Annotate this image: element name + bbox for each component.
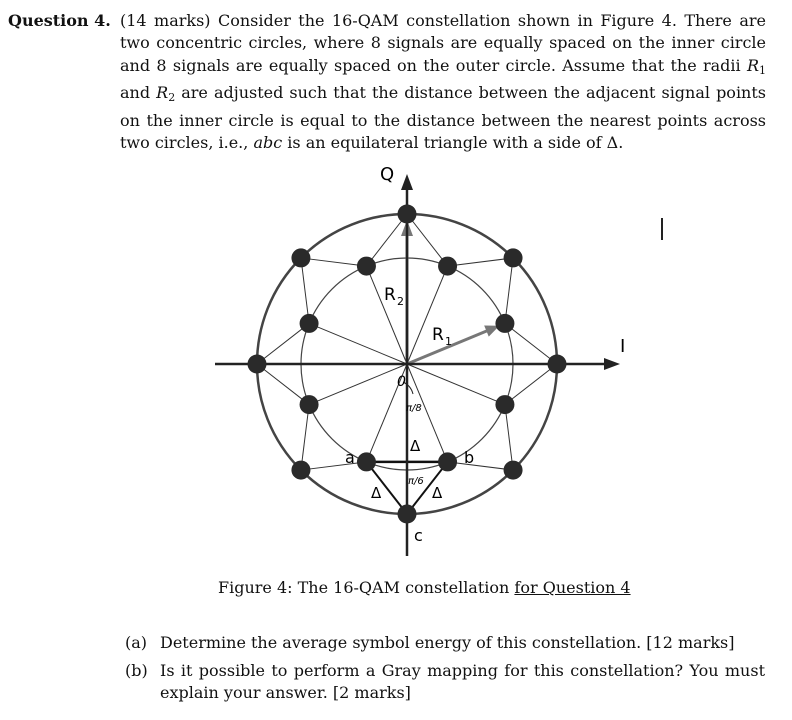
cross-line <box>301 405 309 471</box>
question-marks: (14 marks) <box>120 11 211 30</box>
part-a <box>125 632 765 654</box>
outer-signal-point <box>398 505 417 524</box>
outer-signal-point <box>291 248 310 267</box>
question-4 <box>8 10 766 154</box>
part-b <box>125 660 765 704</box>
q-axis-label: Q <box>380 164 395 185</box>
point-c-label: c <box>414 526 423 545</box>
outer-signal-point <box>548 355 567 374</box>
outer-signal-point <box>504 461 523 480</box>
r2-symbol: R <box>156 83 169 103</box>
cross-line <box>448 462 514 470</box>
delta-right-label: Δ <box>432 484 443 502</box>
cross-line <box>505 258 513 324</box>
text-cursor <box>661 218 663 240</box>
point-a-label: a <box>345 448 355 467</box>
part-b-text: Is it possible to perform a Gray mapping for this constellation? You must explain your answer. [2 marks] <box>160 661 765 702</box>
inner-signal-point <box>438 257 457 276</box>
r2-subscript: 2 <box>168 91 176 105</box>
constellation-figure <box>200 160 640 570</box>
question-text <box>120 10 766 154</box>
inner-signal-point <box>357 257 376 276</box>
caption-underlined: for Question 4 <box>514 578 631 597</box>
question-text-part2: are adjusted such that the distance between the adjacent signal points on the inner circle is equal to the distance between the nearest points across two circles, i.e., <box>120 83 766 153</box>
part-a-text: Determine the average symbol energy of this constellation. [12 marks] <box>160 633 735 652</box>
cross-line <box>301 258 309 324</box>
r1-symbol: R <box>746 55 759 75</box>
r2-label: R <box>384 285 396 305</box>
inner-signal-point <box>495 314 514 333</box>
r1-subscript: 1 <box>759 63 766 77</box>
part-b-label: (b) <box>125 661 148 680</box>
cross-line <box>448 258 514 266</box>
question-parts <box>125 632 765 710</box>
part-a-label: (a) <box>125 633 148 652</box>
inner-signal-point <box>357 452 376 471</box>
r1-label: R <box>432 325 444 345</box>
delta-top-label: Δ <box>410 437 421 455</box>
q-axis-arrow-icon <box>401 174 413 190</box>
inner-signal-point <box>300 395 319 414</box>
inner-signal-point <box>438 452 457 471</box>
pi-over-6-label: π/6 <box>408 476 424 487</box>
r2-label-subscript: 2 <box>397 295 404 308</box>
i-axis-arrow-icon <box>604 358 620 370</box>
inner-signal-point <box>300 314 319 333</box>
r1-label-subscript: 1 <box>445 335 452 348</box>
cross-line <box>301 462 367 470</box>
caption-prefix: Figure 4: The 16-QAM constellation <box>218 578 515 597</box>
question-text-part1: Consider the 16-QAM constellation shown in Figure 4. There are two concentric circles, where 8 signals are equally spaced on the inner circle and 8 signals are equally spaced on the outer circle. Assume that the radii <box>120 11 766 75</box>
cross-line <box>505 405 513 471</box>
delta-left-label: Δ <box>371 484 382 502</box>
pi-over-8-label: π/8 <box>406 403 422 414</box>
outer-signal-point <box>504 248 523 267</box>
theta-label: 0 <box>397 374 406 390</box>
i-axis-label: I <box>620 336 626 357</box>
cross-line <box>301 258 367 266</box>
point-b-label: b <box>464 448 475 467</box>
inner-signal-point <box>495 395 514 414</box>
outer-signal-point <box>248 355 267 374</box>
question-text-part3: is an equilateral triangle with a side of Δ. <box>282 133 624 153</box>
outer-signal-point <box>291 461 310 480</box>
and-word: and <box>120 83 157 103</box>
abc-symbol: abc <box>253 133 283 153</box>
question-label: Question 4. <box>8 11 111 30</box>
outer-signal-point <box>398 205 417 224</box>
